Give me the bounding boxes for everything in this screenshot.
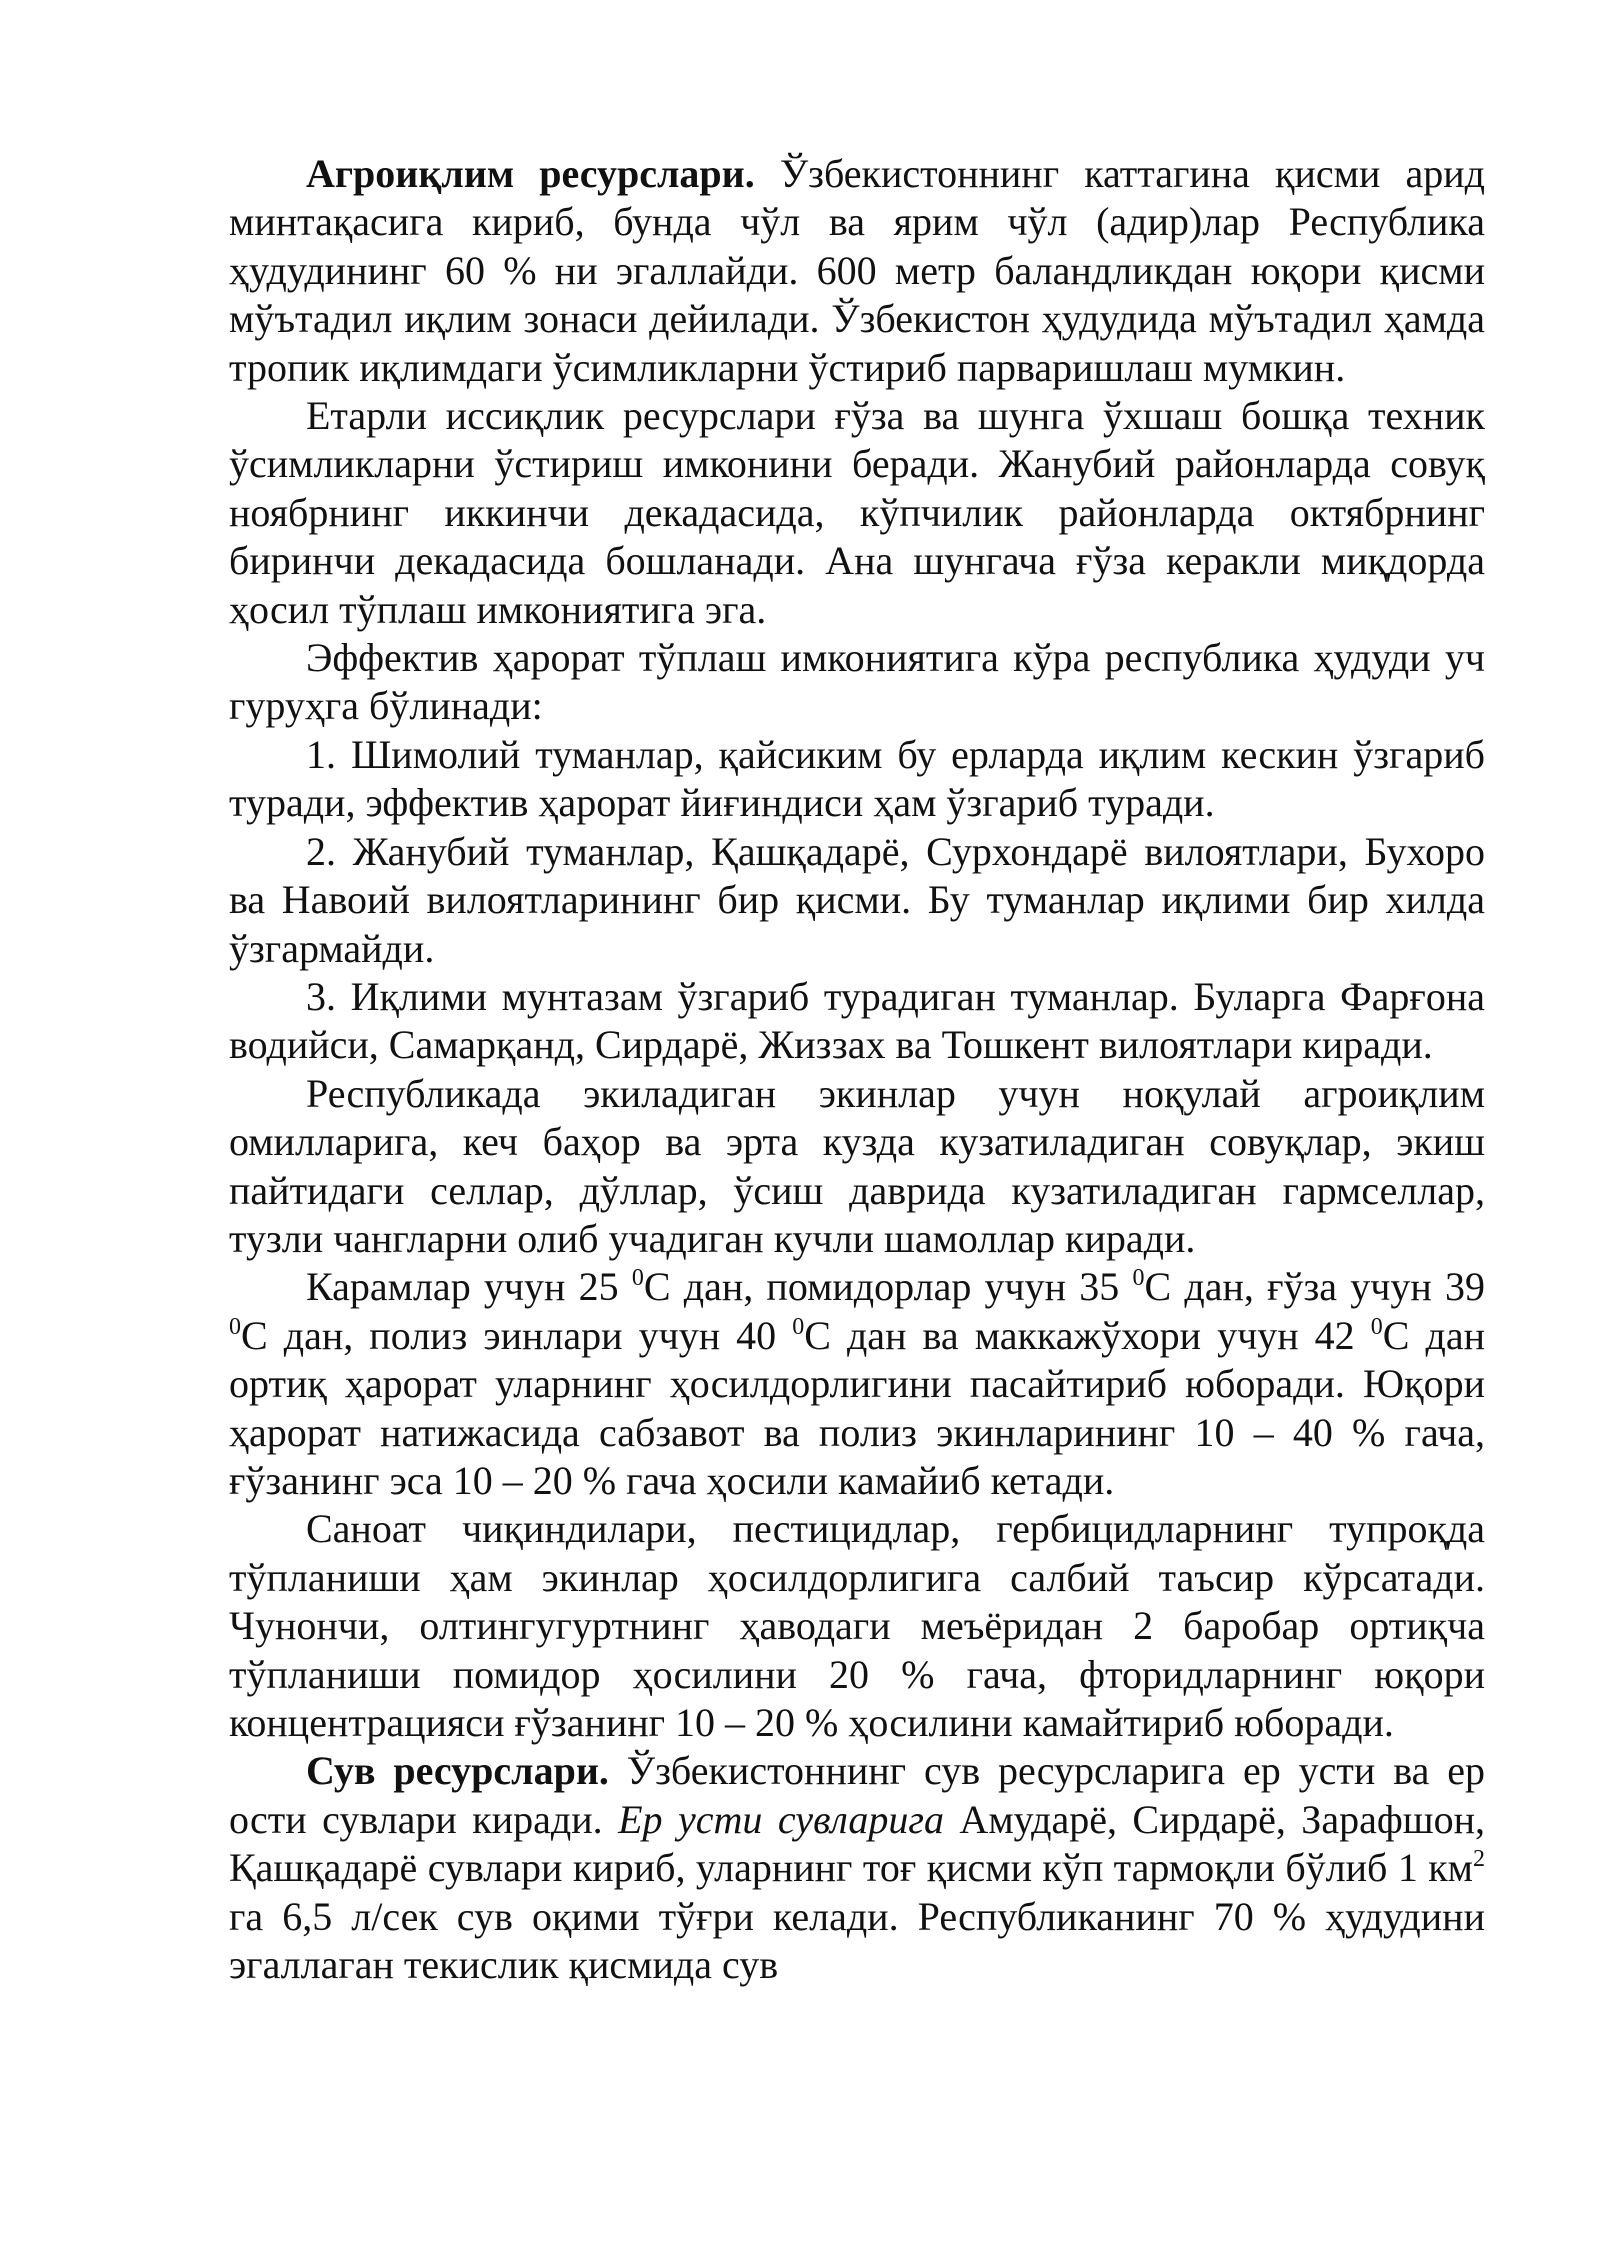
list-item-northern-districts: 1. Шимолий туманлар, қайсиким бу ерларда иқлим кескин ўзгариб туради, эффектив ҳарорат йиғиндиси ҳам ўзгариб туради.: [229, 731, 1485, 826]
list-item-southern-districts: 2. Жанубий туманлар, Қашқадарё, Сурхондарё вилоятлари, Бухоро ва Навоий вилоятларининг бир қисми. Бу туманлар иқлими бир хилда ўзгармайди.: [229, 828, 1485, 971]
paragraph-text: С дан, полиз эинлари учун 40: [241, 1312, 793, 1358]
degree-superscript: 0: [1370, 1313, 1383, 1340]
degree-superscript: 0: [1132, 1265, 1145, 1292]
paragraph-temperature-thresholds: [229, 1263, 1485, 1505]
list-item-variable-climate-districts: 3. Иқлими мунтазам ўзгариб турадиган туманлар. Буларга Фарғона водийси, Самарқанд, Сирдарё, Жиззах ва Тошкент вилоятлари киради.: [229, 973, 1485, 1068]
paragraph-heat-resources: Етарли иссиқлик ресурслари ғўза ва шунга ўхшаш бошқа техник ўсимликларни ўстириш имконини беради. Жанубий районларда совуқ ноябрнинг иккинчи декадасида, кўпчилик районларда октябрнинг биринчи декадасида бошланади. Ана шунгача ғўза керакли миқдорда ҳосил тўплаш имкониятига эга.: [229, 393, 1485, 632]
degree-superscript: 0: [792, 1313, 805, 1340]
square-superscript: 2: [1473, 1846, 1485, 1873]
paragraph-text: С дан ва маккажўхори учун 42: [804, 1312, 1371, 1358]
paragraph-text: Карамлар учун 25: [306, 1264, 632, 1310]
degree-superscript: 0: [229, 1313, 241, 1340]
paragraph-text: Амударё, Сирдарё, Зарафшон, Қашқадарё сувлари кириб, уларнинг тоғ қисми кўп тармоқли бўлиб 1 км: [229, 1796, 1485, 1891]
paragraph-text: га 6,5 л/сек сув оқими тўғри келади. Республиканинг 70 % ҳудудини эгаллаган текислик қисмида сув: [229, 1893, 1485, 1988]
paragraph-text: Ўзбекистоннинг сув ресурсларига ер усти ва ер ости сувлари киради.: [229, 1748, 1485, 1842]
paragraph-agroclimate-resources: [229, 150, 1485, 392]
paragraph-text: С дан, ғўза учун 39: [1144, 1264, 1485, 1310]
paragraph-water-resources: [229, 1747, 1485, 1989]
degree-superscript: 0: [631, 1265, 644, 1292]
paragraph-effective-temperature: Эффектив ҳарорат тўплаш имкониятига кўра республика ҳудуди уч гуруҳга бўлинади:: [229, 635, 1485, 729]
paragraph-unfavorable-factors: Республикада экиладиган экинлар учун ноқулай агроиқлим омилларига, кеч баҳор ва эрта кузда кузатиладиган совуқлар, экиш пайтидаги селлар, дўллар, ўсиш даврида кузатиладиган гармселлар, тузли чангларни олиб учадиган кучли шамоллар киради.: [229, 1070, 1485, 1261]
italic-term: Ер усти сувларига: [618, 1796, 944, 1842]
section-heading-water: Сув ресурслари.: [306, 1748, 609, 1794]
paragraph-text: Ўзбекистоннинг каттагина қисми арид минтақасига кириб, бунда чўл ва ярим чўл (адир)лар Республика ҳудудининг 60 % ни эгаллайди. 600 метр баландликдан юқори қисми мўътадил иқлим зонаси дейилади. Ўзбекистон ҳудудида мўътадил ҳамда тропик иқлимдаги ўсимликларни ўстириб парваришлаш мумкин.: [229, 151, 1486, 390]
document-page: [229, 150, 1485, 1989]
section-heading-agroclimate: Агроиқлим ресурслари.: [306, 151, 755, 196]
paragraph-text: С дан ортиқ ҳарорат уларнинг ҳосилдорлигини пасайтириб юборади. Юқори ҳарорат натижасида сабзавот ва полиз экинларининг 10 – 40 % гача, ғўзанинг эса 10 – 20 % гача ҳосили камайиб кетади.: [229, 1312, 1485, 1503]
paragraph-industrial-pollution: Саноат чиқиндилари, пестицидлар, гербицидларнинг тупроқда тўпланиши ҳам экинлар ҳосилдорлигига салбий таъсир кўрсатади. Чунончи, олтингугуртнинг ҳаводаги меъёридан 2 баробар ортиқча тўпланиши помидор ҳосилини 20 % гача, фторидларнинг юқори концентрацияси ғўзанинг 10 – 20 % ҳосилини камайтириб юборади.: [229, 1506, 1485, 1745]
paragraph-text: С дан, помидорлар учун 35: [643, 1264, 1133, 1310]
